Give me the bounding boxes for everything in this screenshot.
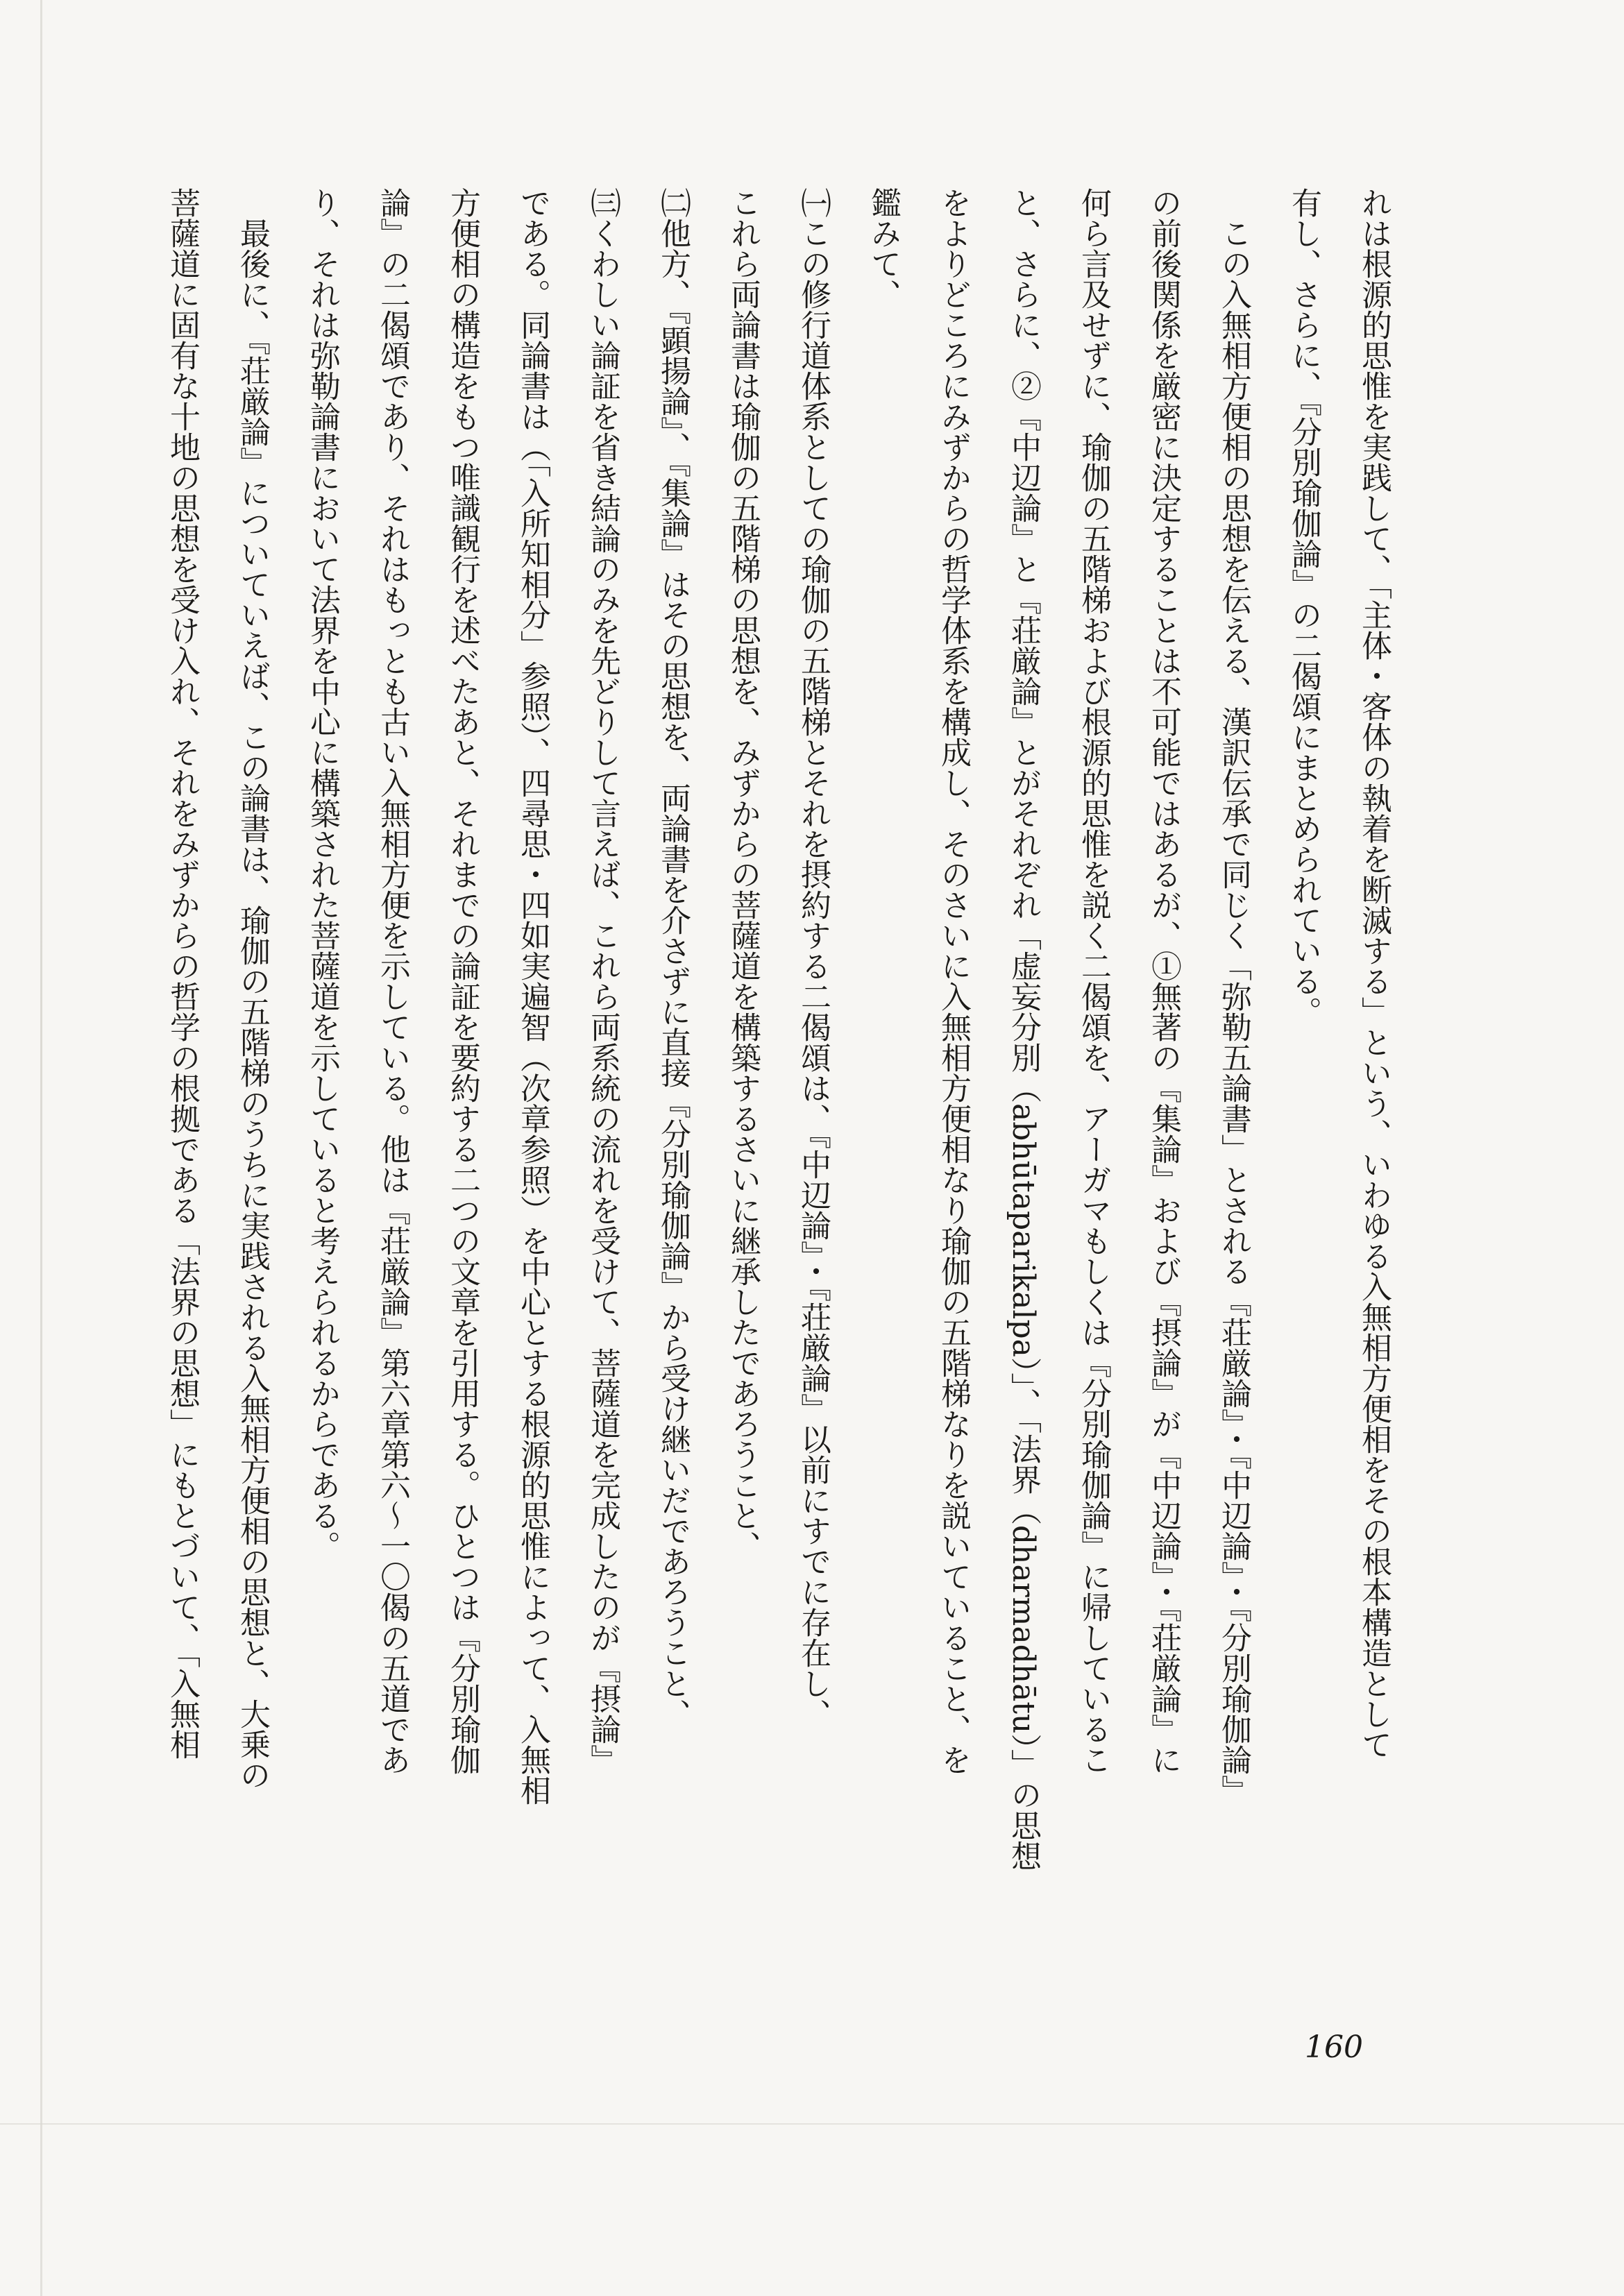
text-line: 方便相の構造をもつ唯識観行を述べたあと、それまでの論証を要約する二つの文章を引用する。ひとつは『分別瑜伽 — [445, 187, 480, 1775]
text-line: これら両論書は瑜伽の五階梯の思想を、みずからの菩薩道を構築するさいに継承したであろうこと、 — [725, 187, 761, 1561]
text-line: り、それは弥勒論書において法界を中心に構築された菩薩道を示していると考えられるからである。 — [305, 187, 340, 1561]
text-line: れは根源的思惟を実践して、「主体・客体の執着を断滅する」という、いわゆる入無相方便相をその根本構造として — [1356, 187, 1392, 1760]
text-line: である。同論書は（「入所知相分」参照）、四尋思・四如実遍智（次章参照）を中心とする根源的思惟によって、入無相 — [515, 187, 550, 1805]
vertical-body-text — [164, 187, 1409, 1922]
text-line: 論』の二偈頌であり、それはもっとも古い入無相方便を示している。他は『荘厳論』第六章第六～一〇偈の五道であ — [375, 187, 410, 1775]
scan-edge-left — [40, 0, 42, 2296]
text-line: 最後に、『荘厳論』についていえば、この論書は、瑜伽の五階梯のうちに実践される入無相方便相の思想と、大乗の — [235, 187, 270, 1790]
scan-edge-bottom — [0, 2123, 1624, 2125]
text-line: この入無相方便相の思想を伝える、漢訳伝承で同じく「弥勒五論書」とされる『荘厳論』・『中辺論』・『分別瑜伽論』 — [1216, 187, 1251, 1805]
text-line: 菩薩道に固有な十地の思想を受け入れ、それをみずからの哲学の根拠である「法界の思想」にもとづいて、「入無相 — [164, 187, 200, 1760]
text-line: と、さらに、②『中辺論』と『荘厳論』とがそれぞれ「虚妄分別（abhūtaparikalpa）」、「法界（dharmadhātu）」の思想 — [1006, 187, 1041, 1871]
text-line: 鑑みて、 — [865, 187, 901, 309]
page-number: 160 — [1305, 2030, 1363, 2065]
text-line: をよりどころにみずからの哲学体系を構成し、そのさいに入無相方便相なり瑜伽の五階梯なりを説いていること、を — [936, 187, 971, 1775]
text-line: の前後関係を厳密に決定することは不可能ではあるが、①無著の『集論』および『摂論』が『中辺論』・『荘厳論』に — [1146, 187, 1181, 1775]
text-line: 何ら言及せずに、瑜伽の五階梯および根源的思惟を説く二偈頌を、アーガマもしくは『分別瑜伽論』に帰しているこ — [1076, 187, 1111, 1775]
text-line: ㈠この修行道体系としての瑜伽の五階梯とそれを摂約する二偈頌は、『中辺論』・『荘厳論』以前にすでに存在し、 — [795, 187, 831, 1729]
text-line: 有し、さらに、『分別瑜伽論』の二偈頌にまとめられている。 — [1286, 187, 1321, 1027]
text-line: ㈢くわしい論証を省き結論のみを先どりして言えば、これら両系統の流れを受けて、菩薩道を完成したのが『摂論』 — [585, 187, 620, 1775]
text-line: ㈡他方、『顕揚論』、『集論』はその思想を、両論書を介さずに直接『分別瑜伽論』から受け継いだであろうこと、 — [655, 187, 691, 1729]
